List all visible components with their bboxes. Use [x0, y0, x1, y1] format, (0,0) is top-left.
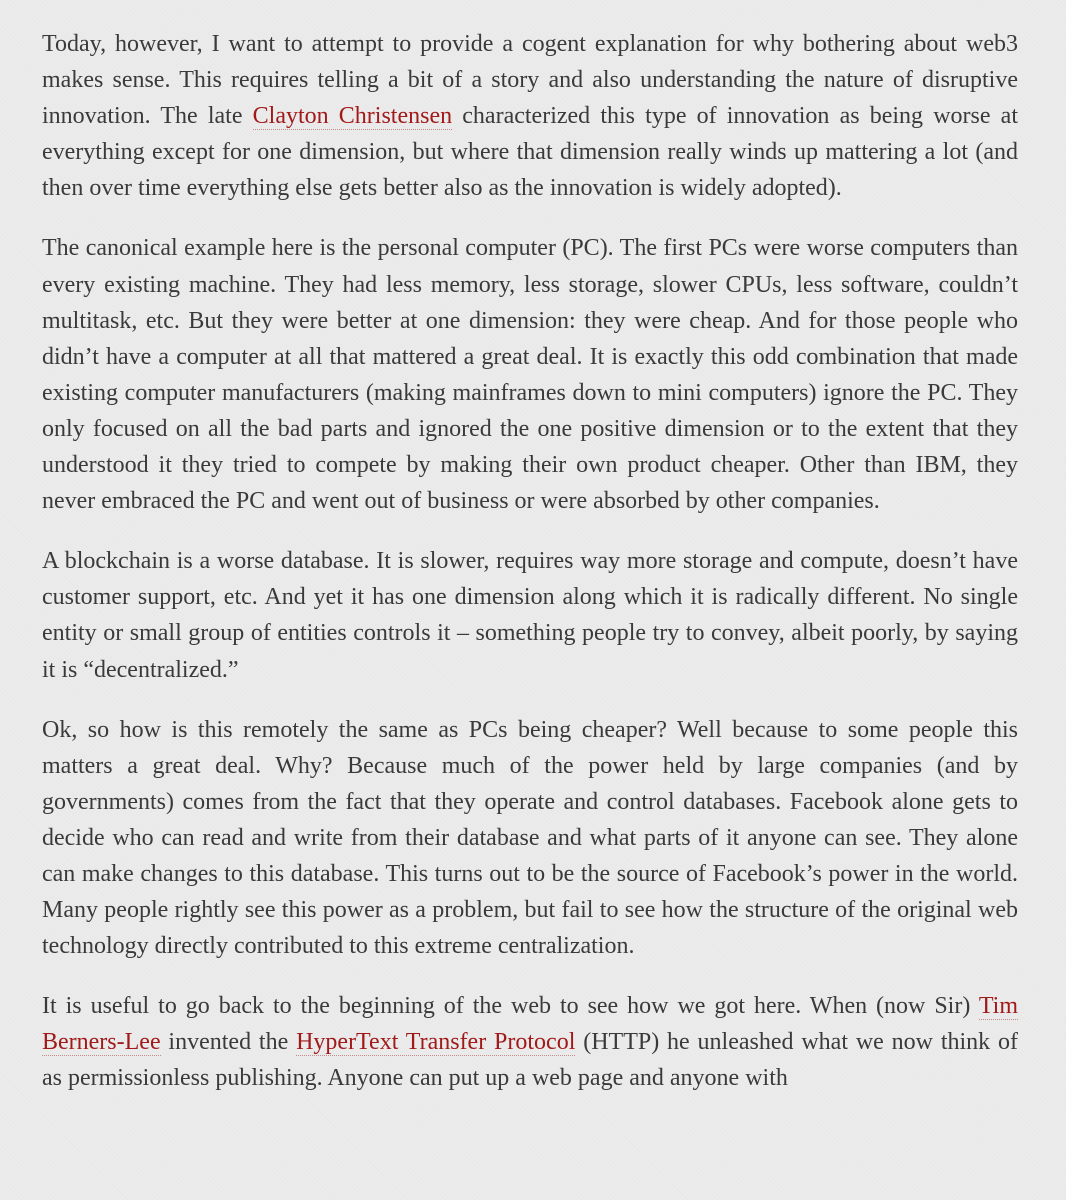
paragraph-personal-computer: The canonical example here is the personal computer (PC). The first PCs were worse computers than every existing machine. They had less memory, less storage, slower CPUs, less software, couldn’t multitask, etc. But they were better at one dimension: they were cheap. And for those people who didn’t have a computer at all that mattered a great deal. It is exactly this odd combination that made existing computer manufacturers (making mainframes down to mini computers) ignore the PC. They only focused on all the bad parts and ignored the one positive dimension or to the extent that they understood it they tried to compete by making their own product cheaper. Other than IBM, they never embraced the PC and went out of business or were absorbed by other companies. — [42, 235, 1018, 515]
article-body — [42, 26, 1018, 1121]
paragraph-text: characterized this type of innovation as being worse at everything except for one dimension, but where that dimension really winds up mattering a lot (and then over time everything else gets better also as the innovation is widely adopted). — [42, 103, 1018, 202]
paragraph-text: Today, however, I want to attempt to provide a cogent explanation for why bothering about web3 makes sense. This requires telling a bit of a story and also understanding the nature of disruptive innovation. The late — [42, 31, 1018, 130]
paragraph-text: (HTTP) he unleashed what we now think of as permissionless publishing. Anyone can put up a web page and anyone with — [42, 1029, 1018, 1092]
paragraph-text: invented the — [160, 1029, 297, 1056]
clayton-christensen-link[interactable]: Clayton Christensen — [252, 103, 453, 130]
tim-berners-lee-link[interactable]: Tim Berners-Lee — [42, 993, 1018, 1056]
http-link[interactable]: HyperText Transfer Protocol — [296, 1029, 576, 1056]
paragraph-disruptive-innovation — [42, 26, 1018, 206]
paragraph-web-history — [42, 988, 1018, 1096]
paragraph-database-power: Ok, so how is this remotely the same as PCs being cheaper? Well because to some people this matters a great deal. Why? Because much of the power held by large companies (and by governments) comes from the fact that they operate and control databases. Facebook alone gets to decide who can read and write from their database and what parts of it anyone can see. They alone can make changes to this database. This turns out to be the source of Facebook’s power in the world. Many people rightly see this power as a problem, but fail to see how the structure of the original web technology directly contributed to this extreme centralization. — [42, 716, 1018, 960]
paragraph-text: It is useful to go back to the beginning of the web to see how we got here. When (now Sir) — [42, 993, 979, 1020]
paragraph-blockchain: A blockchain is a worse database. It is slower, requires way more storage and compute, doesn’t have customer support, etc. And yet it has one dimension along which it is radically different. No single entity or small group of entities controls it – something people try to convey, albeit poorly, by saying it is “decentralized.” — [42, 548, 1018, 683]
